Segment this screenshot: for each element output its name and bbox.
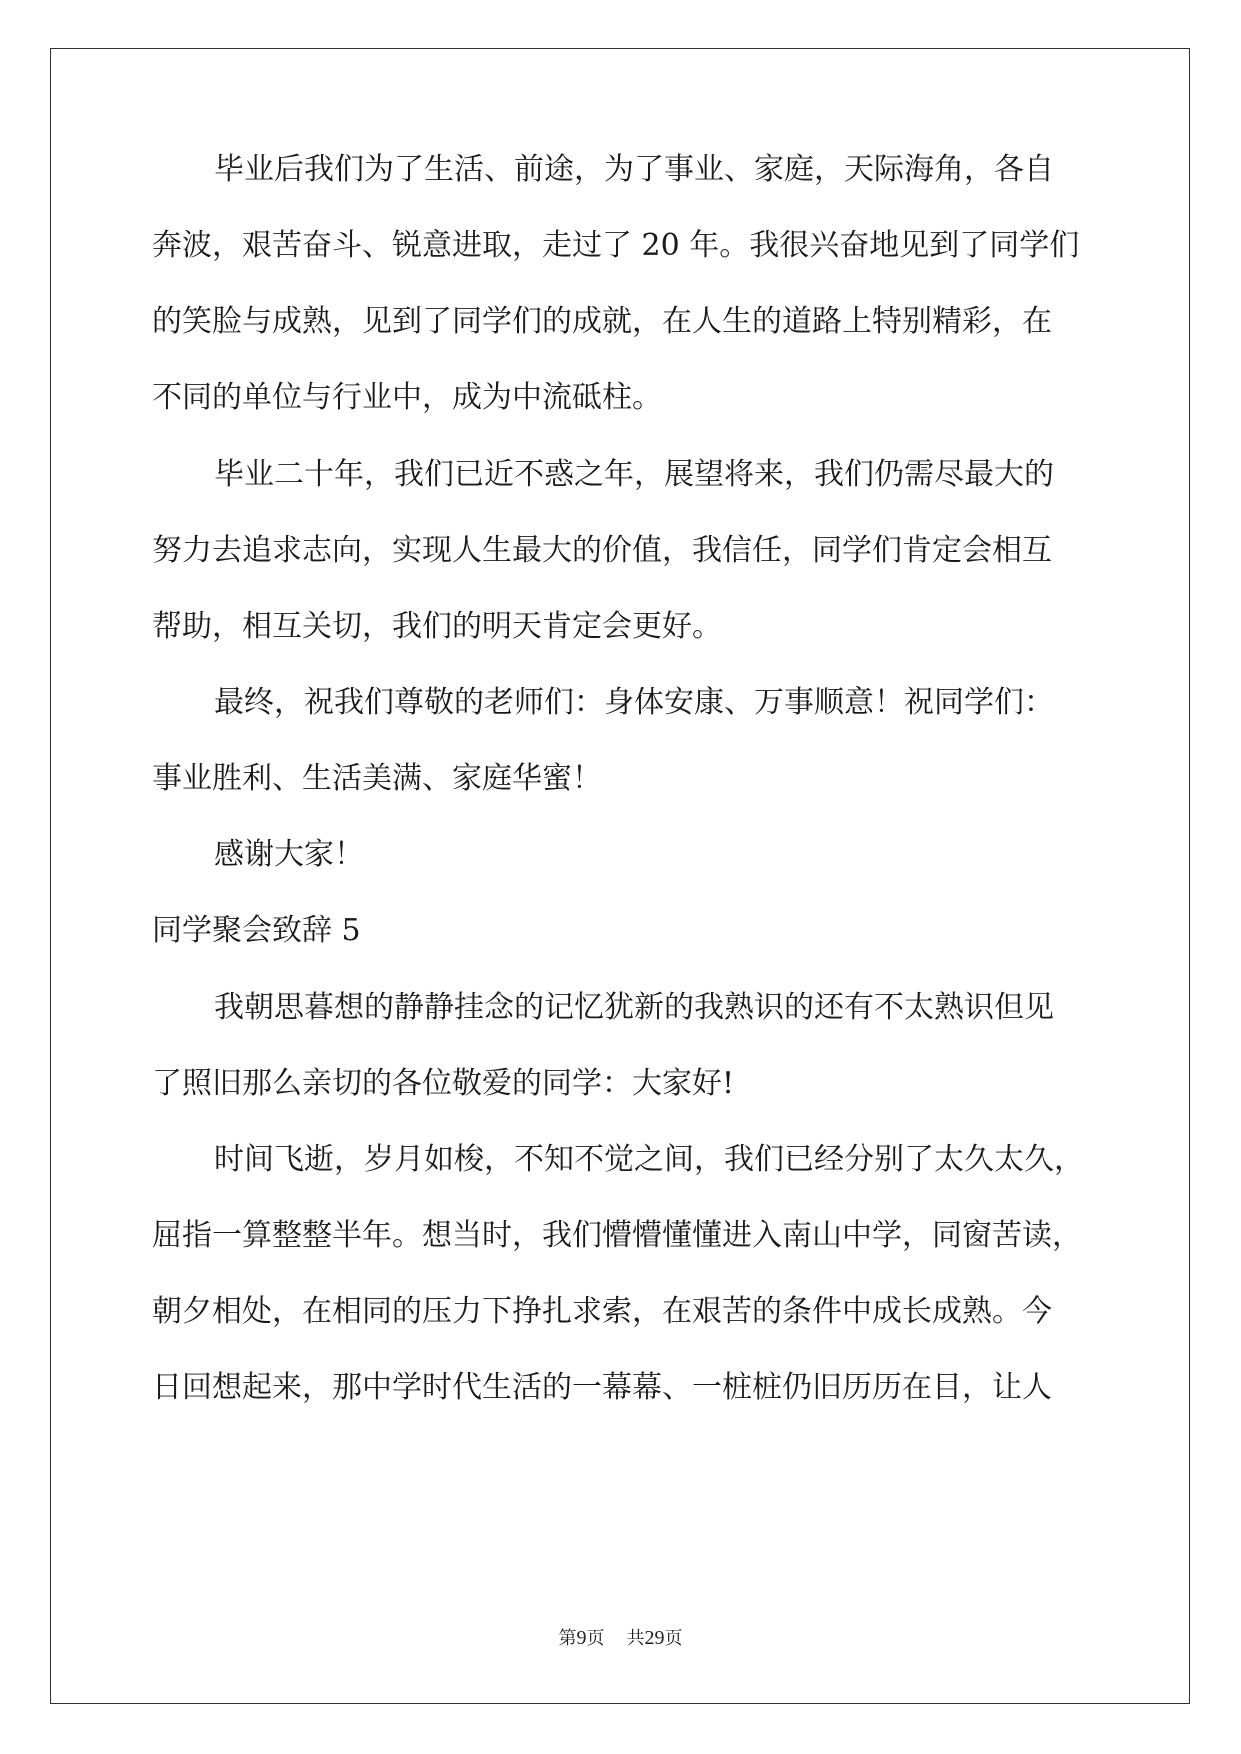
text-line: 事业胜利、生活美满、家庭华蜜！	[152, 761, 602, 796]
text-line: 毕业二十年，我们已近不惑之年，展望将来，我们仍需尽最大的	[214, 457, 1054, 492]
text-line: 奔波，艰苦奋斗、锐意进取，走过了 20 年。我很兴奋地见到了同学们	[152, 228, 1080, 263]
text-line: 了照旧那么亲切的各位敬爱的同学：大家好!	[152, 1066, 735, 1101]
footer-page-number: 9	[576, 1627, 587, 1649]
text-line: 帮助，相互关切，我们的明天肯定会更好。	[152, 609, 722, 644]
text-line: 我朝思暮想的静静挂念的记忆犹新的我熟识的还有不太熟识但见	[214, 990, 1054, 1025]
footer-page-suffix: 页	[586, 1628, 605, 1649]
text-line: 最终，祝我们尊敬的老师们：身体安康、万事顺意！祝同学们：	[214, 685, 1054, 720]
section-heading: 同学聚会致辞 5	[152, 913, 361, 948]
footer-total-prefix: 共	[626, 1628, 645, 1649]
page-border	[50, 48, 1190, 1704]
text-line: 时间飞逝，岁月如梭，不知不觉之间，我们已经分别了太久太久，	[214, 1142, 1084, 1177]
footer-total-suffix: 页	[664, 1628, 683, 1649]
text-line: 朝夕相处，在相同的压力下挣扎求索，在艰苦的条件中成长成熟。今	[152, 1294, 1052, 1329]
page-footer	[0, 1624, 1241, 1650]
text-line: 的笑脸与成熟，见到了同学们的成就，在人生的道路上特别精彩，在	[152, 304, 1052, 339]
footer-page-prefix: 第	[558, 1628, 577, 1649]
text-line: 感谢大家！	[214, 837, 364, 872]
text-line: 日回想起来，那中学时代生活的一幕幕、一桩桩仍旧历历在目，让人	[152, 1370, 1052, 1405]
text-line: 毕业后我们为了生活、前途，为了事业、家庭，天际海角，各自	[214, 152, 1054, 187]
text-line: 不同的单位与行业中，成为中流砥柱。	[152, 380, 662, 415]
text-line: 努力去追求志向，实现人生最大的价值，我信任，同学们肯定会相互	[152, 533, 1052, 568]
text-line: 屈指一算整整半年。想当时，我们懵懵懂懂进入南山中学，同窗苦读，	[152, 1218, 1082, 1253]
footer-total-pages: 29	[644, 1627, 665, 1649]
